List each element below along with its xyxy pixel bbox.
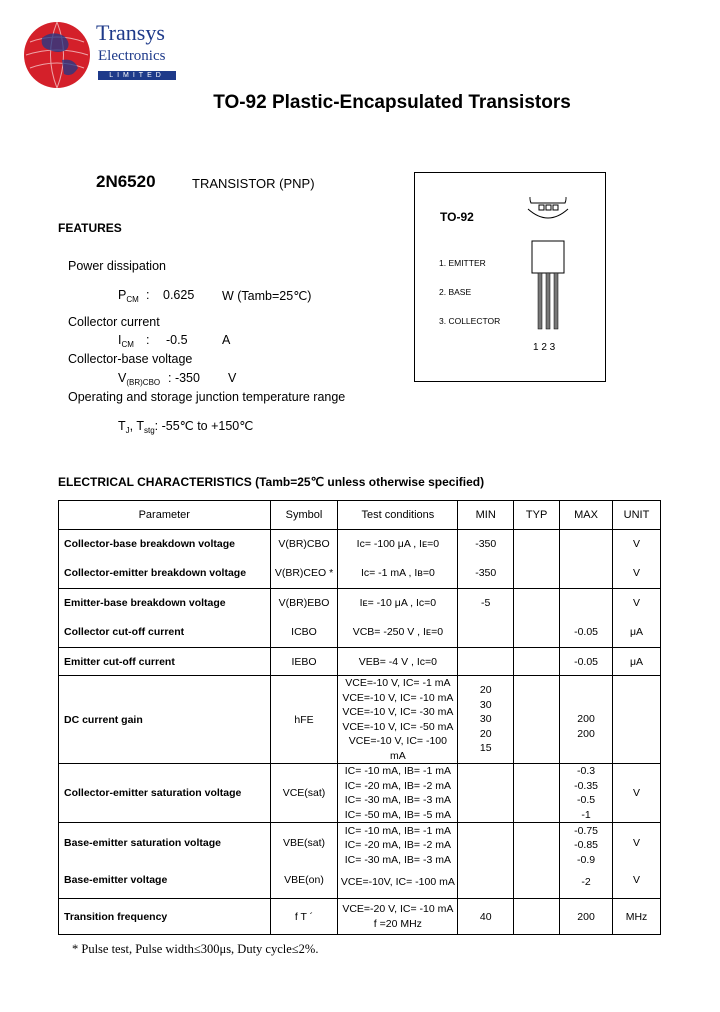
cond-hfe-4: VCE=-10 V, IC= -50 mA [342, 720, 454, 733]
unit-vceo: V [633, 567, 641, 579]
part-type: TRANSISTOR (PNP) [192, 176, 315, 191]
unit-vbeon: V [633, 874, 641, 886]
max-vbesat-3: -0.9 [577, 853, 596, 866]
max-hfe-4: 200 [577, 727, 595, 740]
unit-ft: MHz [613, 899, 661, 935]
tj-range: $T_J$, $T_{stg}$: -55℃ to +150℃ [118, 419, 254, 435]
sym-ft: f T ´ [270, 899, 338, 935]
cond-ft-2: f =20 MHz [373, 917, 422, 930]
features-heading: FEATURES [58, 221, 122, 235]
cond-vcesat-2: IC= -20 mA, IB= -2 mA [344, 779, 451, 792]
min-ft: 40 [458, 899, 514, 935]
logo-limited-bar: LIMITED [98, 71, 176, 80]
icm-symbol: $I_{CM}$ [118, 333, 134, 349]
header-symbol: Symbol [270, 501, 338, 530]
sym-vbeon: VBE(on) [284, 874, 324, 886]
param-vbesat: Base-emitter saturation voltage [64, 837, 221, 849]
vcbo-symbol: $V_{(BR)CBO}$ [118, 371, 161, 387]
max-hfe-3: 200 [577, 713, 595, 726]
electrical-characteristics-table [58, 500, 661, 935]
part-number: 2N6520 [96, 172, 156, 191]
pcm-value: 0.625 [163, 288, 195, 302]
unit-iebo: μA [613, 648, 661, 676]
pin2-label: 2. BASE [439, 287, 472, 297]
table-header-row [59, 501, 661, 530]
header-max: MAX [560, 501, 613, 530]
max-vcesat-2: -0.35 [574, 779, 599, 792]
sym-vbesat: VBE(sat) [282, 837, 325, 849]
cond-vcbo: Iᴄ= -100 μA , Iᴇ=0 [356, 538, 440, 550]
sym-icbo: ICBO [291, 626, 317, 638]
param-iebo: Emitter cut-off current [59, 648, 271, 676]
header-typ: TYP [514, 501, 560, 530]
power-label: Power dissipation [68, 259, 166, 273]
cond-vcesat-3: IC= -30 mA, IB= -3 mA [344, 794, 451, 806]
param-hfe: DC current gain [59, 676, 271, 764]
cond-vceo: Iᴄ= -1 mA , Iʙ=0 [360, 567, 435, 579]
unit-vbesat: V [633, 837, 641, 849]
max-vbesat-1: -0.75 [574, 824, 599, 837]
max-vcesat-3: -0.5 [577, 794, 596, 806]
cond-vbesat-2: IC= -20 mA, IB= -2 mA [344, 839, 451, 852]
footnote: * Pulse test, Pulse width≤300μs, Duty cycle≤2%. [72, 942, 319, 956]
vcbo-label: Collector-base voltage [68, 352, 193, 366]
param-vcbo: Collector-base breakdown voltage [64, 538, 235, 550]
cond-vebo: Iᴇ= -10 μA , Iᴄ=0 [359, 597, 437, 609]
icm-unit: A [222, 333, 231, 347]
sym-vebo: V(BR)EBO [278, 597, 330, 609]
param-icbo: Collector cut-off current [64, 626, 185, 638]
pin3-label: 3. COLLECTOR [439, 316, 501, 326]
sym-vcesat: VCE(sat) [270, 764, 338, 823]
max-vbesat-2: -0.85 [574, 839, 599, 852]
icm-colon: : [146, 333, 150, 347]
cond-vbeon: VCE=-10V, IC= -100 mA [340, 876, 455, 889]
table-row [59, 899, 661, 935]
header-parameter: Parameter [59, 501, 271, 530]
max-ft: 200 [560, 899, 613, 935]
param-vcesat: Collector-emitter saturation voltage [59, 764, 271, 823]
max-icbo: -0.05 [574, 626, 599, 638]
min-vebo: -5 [481, 597, 491, 609]
to92-package-icon [523, 197, 573, 337]
pcm-symbol: $P_{CM}$ [118, 288, 139, 304]
max-vcesat-4: -1 [581, 808, 591, 821]
min-hfe-2: 30 [479, 698, 492, 711]
cond-vbesat-3: IC= -30 mA, IB= -3 mA [344, 853, 451, 866]
cond-hfe-1: VCE=-10 V, IC= -1 mA [345, 677, 451, 689]
vcbo-value: : -350 [168, 371, 200, 385]
pcm-unit: W (Tamb=25℃) [222, 289, 312, 303]
package-name: TO-92 [440, 210, 474, 224]
table-row [59, 648, 661, 676]
max-vcesat-1: -0.3 [577, 765, 596, 777]
icm-value: -0.5 [166, 333, 188, 347]
logo-company-name: Transys [96, 20, 165, 45]
unit-vcesat: V [613, 764, 661, 823]
table-row [59, 530, 661, 589]
cond-vcesat-1: IC= -10 mA, IB= -1 mA [344, 765, 451, 777]
unit-icbo: μA [629, 626, 644, 638]
cond-iebo: VEB= -4 V , Iᴄ=0 [338, 648, 458, 676]
cond-icbo: VCB= -250 V , Iᴇ=0 [352, 626, 444, 638]
pcm-colon: : [146, 288, 150, 302]
min-hfe-4: 20 [479, 727, 492, 740]
cond-ft-1: VCE=-20 V, IC= -10 mA [342, 903, 454, 915]
min-hfe-3: 30 [479, 713, 492, 726]
table-row [59, 823, 661, 899]
logo-company-subname: Electronics [98, 48, 166, 64]
cond-vcesat-4: IC= -50 mA, IB= -5 mA [344, 808, 451, 821]
temp-label: Operating and storage junction temperature range [68, 390, 346, 404]
sym-vcbo: V(BR)CBO [278, 538, 330, 550]
table-row [59, 589, 661, 648]
company-logo-globe [22, 20, 92, 90]
table-row [59, 764, 661, 823]
page-title: TO-92 Plastic-Encapsulated Transistors [213, 92, 571, 113]
param-vebo: Emitter-base breakdown voltage [64, 597, 226, 609]
header-min: MIN [458, 501, 514, 530]
param-vceo: Collector-emitter breakdown voltage [64, 567, 247, 579]
min-hfe-1: 20 [479, 684, 492, 697]
max-iebo: -0.05 [560, 648, 613, 676]
min-vceo: -350 [475, 567, 497, 579]
header-conditions: Test conditions [338, 501, 458, 530]
header-unit: UNIT [613, 501, 661, 530]
unit-vcbo: V [633, 538, 641, 550]
pin-numbers: 1 2 3 [533, 342, 556, 353]
ec-heading: ELECTRICAL CHARACTERISTICS (Tamb=25℃ unless otherwise specified) [58, 475, 485, 489]
collector-current-label: Collector current [68, 315, 160, 329]
package-diagram-box [414, 172, 606, 382]
cond-hfe-5: VCE=-10 V, IC= -100 mA [348, 735, 447, 762]
table-row [59, 676, 661, 764]
min-hfe-5: 15 [479, 742, 492, 755]
cond-vbesat-1: IC= -10 mA, IB= -1 mA [344, 824, 451, 837]
cond-hfe-3: VCE=-10 V, IC= -30 mA [342, 706, 454, 718]
unit-vebo: V [633, 597, 641, 609]
cond-hfe-2: VCE=-10 V, IC= -10 mA [342, 691, 454, 704]
param-ft: Transition frequency [59, 899, 271, 935]
sym-hfe: hFE [270, 676, 338, 764]
pin1-label: 1. EMITTER [439, 258, 486, 268]
min-vcbo: -350 [475, 538, 497, 550]
sym-vceo: V(BR)CEO * [274, 567, 334, 579]
param-vbeon: Base-emitter voltage [64, 874, 168, 886]
max-vbeon: -2 [581, 876, 591, 889]
vcbo-unit: V [228, 371, 237, 385]
sym-iebo: IEBO [270, 648, 338, 676]
